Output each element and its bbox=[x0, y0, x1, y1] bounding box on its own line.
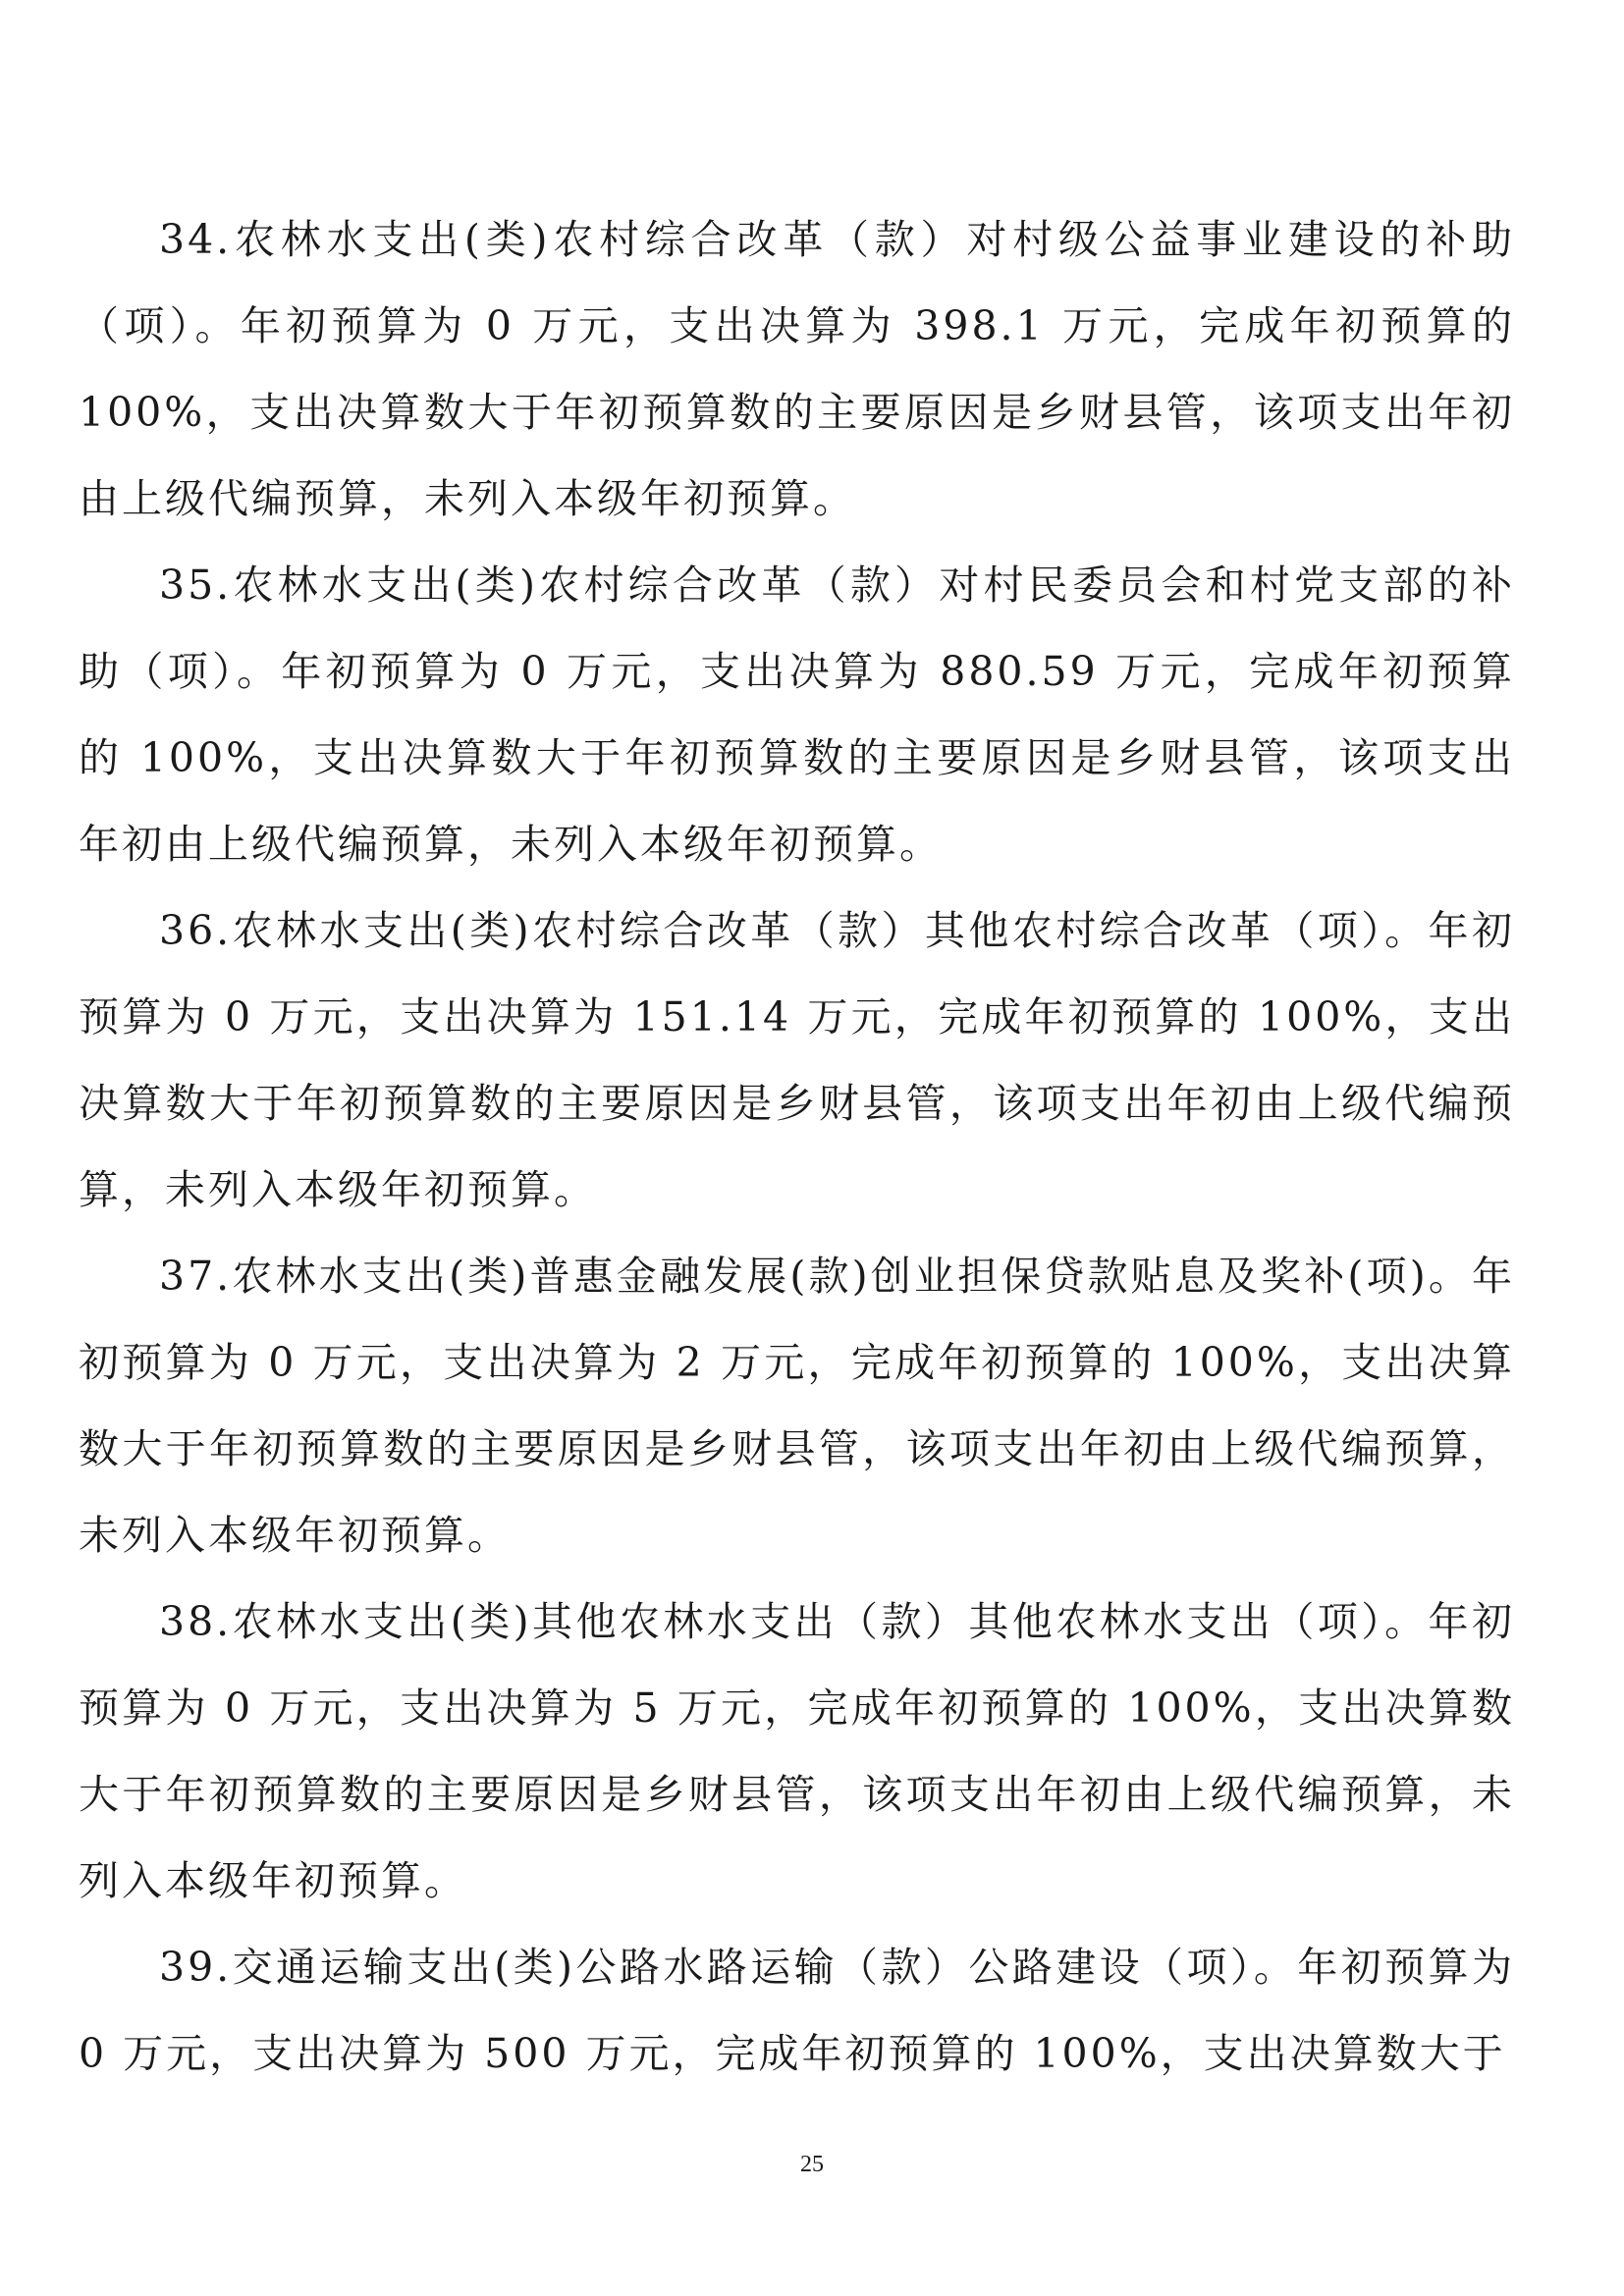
page-number: 25 bbox=[800, 2152, 824, 2177]
paragraph-34: 34.农林水支出(类)农村综合改革（款）对村级公益事业建设的补助（项）。年初预算为 0 万元，支出决算为 398.1 万元，完成年初预算的 100%，支出决算数大于年初预算数的主要原因是乡财县管，该项支出年初由上级代编预算，未列入本级年初预算。 bbox=[79, 216, 1515, 522]
paragraph-38: 38.农林水支出(类)其他农林水支出（款）其他农林水支出（项）。年初预算为 0 万元，支出决算为 5 万元，完成年初预算的 100%，支出决算数大于年初预算数的主要原因是乡财县管，该项支出年初由上级代编预算，未列入本级年初预算。 bbox=[79, 1598, 1515, 1904]
paragraph-35: 35.农林水支出(类)农村综合改革（款）对村民委员会和村党支部的补助（项）。年初预算为 0 万元，支出决算为 880.59 万元，完成年初预算的 100%，支出决算数大于年初预算数的主要原因是乡财县管，该项支出年初由上级代编预算，未列入本级年初预算。 bbox=[79, 561, 1515, 868]
body-text bbox=[79, 196, 1515, 2097]
paragraph-37: 37.农林水支出(类)普惠金融发展(款)创业担保贷款贴息及奖补(项)。年初预算为 0 万元，支出决算为 2 万元，完成年初预算的 100%，支出决算数大于年初预算数的主要原因是乡财县管，该项支出年初由上级代编预算，未列入本级年初预算。 bbox=[79, 1253, 1515, 1559]
paragraph-39: 39.交通运输支出(类)公路水路运输（款）公路建设（项）。年初预算为 0 万元，支出决算为 500 万元，完成年初预算的 100%，支出决算数大于 bbox=[79, 1944, 1515, 2077]
paragraph-36: 36.农林水支出(类)农村综合改革（款）其他农村综合改革（项）。年初预算为 0 万元，支出决算为 151.14 万元，完成年初预算的 100%，支出决算数大于年初预算数的主要原因是乡财县管，该项支出年初由上级代编预算，未列入本级年初预算。 bbox=[79, 907, 1515, 1213]
